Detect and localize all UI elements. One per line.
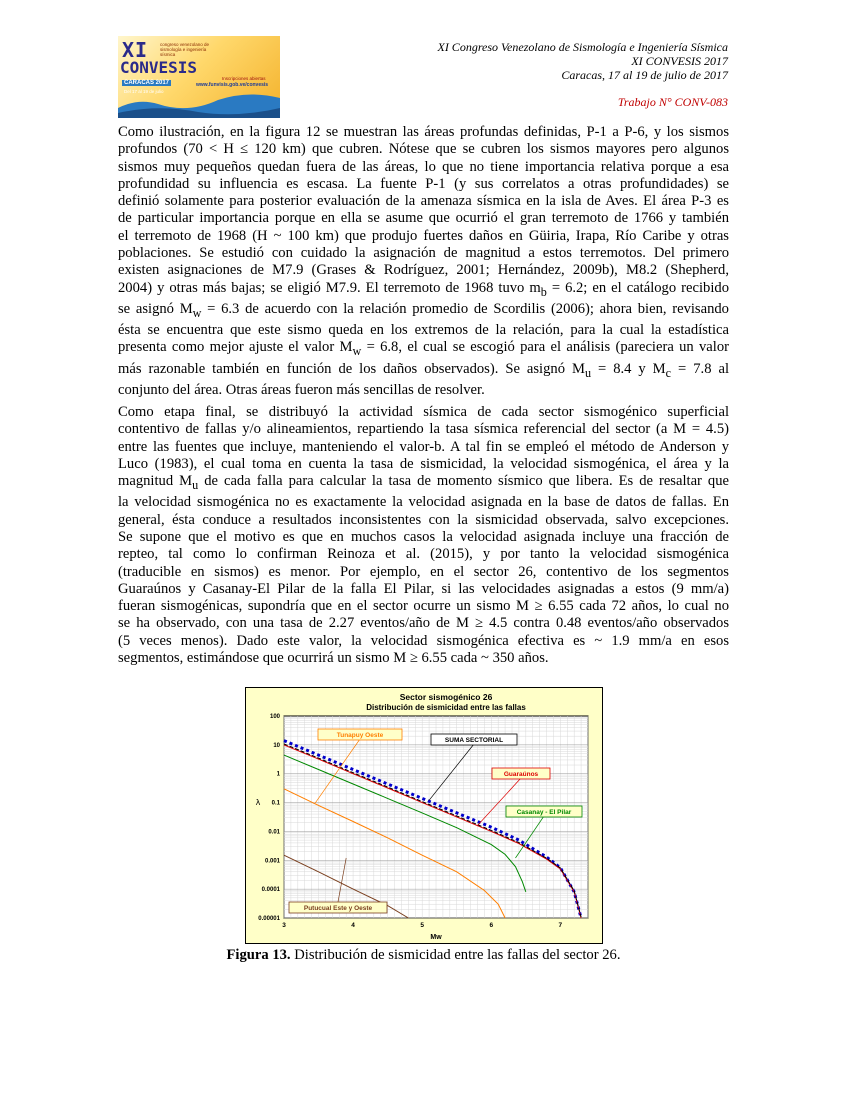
y-tick-label: 0.1 bbox=[271, 800, 280, 807]
legend-label: Putucual Este y Oeste bbox=[303, 905, 373, 912]
text-line: de particular importancia porque en ella se asume que ocurrió el gran terremoto de 1766 y también bbox=[118, 210, 729, 227]
x-axis-label: Mw bbox=[430, 934, 442, 941]
text-line: contentivo de fallas y/o alineamientos, repartiendo la tasa sísmica referencial del sector (a M = 4.5) bbox=[118, 421, 729, 438]
text-line: más razonable también en función de los daños observados). Se asignó $M_u = 8.4$ y $M_c = 7.8$ al bbox=[118, 360, 729, 380]
chart-title: Sector sismogénico 26 bbox=[399, 692, 493, 702]
legend-label: Tunapuy Oeste bbox=[336, 732, 384, 739]
text-line: Luco (1983), el cual toma en cuenta la tasa de sismicidad, la velocidad sismogénica, el área y la bbox=[118, 455, 729, 472]
text-line: general, ésta conduce a resultados inconsistentes con la sismicidad observada, salvo excepciones. bbox=[118, 511, 729, 528]
y-tick-label: 0.001 bbox=[264, 858, 280, 865]
text-line: (5 veces menos). Dado este valor, la velocidad sismogénica efectiva es ~ 1.9 mm/a en esos bbox=[118, 632, 729, 649]
chart-subtitle: Distribución de sismicidad entre las fallas bbox=[366, 703, 526, 712]
y-tick-label: 0.0001 bbox=[261, 887, 280, 894]
text-line: segmentos, estimándose que ocurrirá un sismo M ≥ 6.55 cada ~ 350 años. bbox=[118, 650, 549, 667]
y-tick-label: 0.01 bbox=[268, 829, 280, 836]
y-tick-label: 0.00001 bbox=[258, 916, 280, 922]
figure-caption bbox=[0, 947, 847, 964]
caption-text: Distribución de sismicidad entre las fallas del sector 26. bbox=[290, 947, 621, 963]
text-line: profundidad su influencia es escasa. La fuente P-1 (y sus correlatos a otras profundidades) se bbox=[118, 175, 729, 192]
logo-xi: XI bbox=[122, 38, 149, 62]
text-line: poblaciones. Se estudió con cuidado la asignación de magnitud a estos terremotos. Del primero bbox=[118, 245, 729, 262]
paragraph-1 bbox=[118, 124, 729, 399]
caption-label: Figura 13. bbox=[226, 947, 291, 963]
text-line: definió solamente para posterior evaluación de la amenaza sísmica en la isla de Aves. El área P-3 es bbox=[118, 193, 729, 210]
legend-label: Casanay - El Pilar bbox=[516, 809, 572, 816]
x-tick-label: 5 bbox=[420, 922, 424, 929]
text-line: Se supone que el motivo es que en muchos casos la velocidad asignada incluye una fracción de bbox=[118, 528, 729, 545]
logo-url: www.funvisis.gob.ve/convesis bbox=[196, 82, 269, 88]
text-line: ésta se encuentra que este sismo queda en los extremos de la relación, para la cual la estadística bbox=[118, 322, 729, 339]
text-line: se asignó $M_w = 6.3$ de acuerdo con la relación promedio de Scordilis (2006); ahora bien, revisando bbox=[118, 300, 729, 320]
seismicity-chart bbox=[246, 688, 602, 943]
logo-inscriptions: Inscripciones abiertas bbox=[222, 76, 266, 81]
x-tick-label: 7 bbox=[558, 922, 563, 929]
text-line: conjunto del área. Otras áreas fueron más sencillas de resolver. bbox=[118, 381, 485, 398]
logo-convesis: CONVESIS bbox=[120, 58, 198, 77]
logo-city-year: CARACAS 2017 bbox=[124, 80, 170, 86]
text-line: 2004) y otras más bajas; se eligió M7.9. El terremoto de 1968 tuvo $m_b = 6.2$; en el catálogo recibido bbox=[118, 279, 729, 299]
legend-label: SUMA SECTORIAL bbox=[444, 737, 504, 744]
text-line: repteo, tal como lo confirman Reinoza et al. (2015), y por tanto la velocidad sismogénica bbox=[118, 546, 729, 563]
text-line: magnitud $M_u$ de cada falla para calcular la tasa de momento sísmico que libera. Es de resaltar que bbox=[118, 473, 729, 493]
text-line: presenta como mejor ajuste el valor $M_w = 6.8$, el cual se escogió para el análisis (pareciera un valor bbox=[118, 339, 729, 359]
y-tick-label: 10 bbox=[273, 742, 280, 749]
figure-13 bbox=[245, 687, 603, 944]
logo-subtitle: congreso venezolano de sismología e ingeniería sísmica bbox=[160, 42, 210, 57]
text-line: (traducible en sismos) es menor. Por ejemplo, en el sector 26, contentivo de los segmentos bbox=[118, 563, 729, 580]
text-line: se ha observado, con una tasa de 2.27 eventos/año de M ≥ 4.5 contra 0.48 eventos/año observados bbox=[118, 615, 729, 632]
y-tick-label: 100 bbox=[269, 714, 280, 720]
header-place-date: Caracas, 17 al 19 de julio de 2017 bbox=[561, 68, 728, 82]
text-line: Guaraúnos y Casanay-El Pilar de la falla El Pilar, si las velocidades asignadas a estos (9 mm/a) bbox=[118, 580, 729, 597]
x-tick-label: 6 bbox=[489, 922, 494, 929]
header-paper-id: Trabajo N° CONV-083 bbox=[617, 95, 728, 109]
text-line: la velocidad sismogénica no es exactamente la velocidad asignada en la base de datos de fallas. En bbox=[118, 494, 729, 511]
text-line: Como etapa final, se distribuyó la actividad sísmica de cada sector sismogénico superficial bbox=[118, 404, 729, 420]
text-line: el terremoto de 1968 (H ~ 100 km) que produjo fuertes daños en Güiria, Irapa, Río Caribe y otras bbox=[118, 227, 729, 244]
text-line: Como ilustración, en la figura 12 se muestran las áreas profundas definidas, P-1 a P-6, y los sismos bbox=[118, 124, 729, 140]
x-tick-label: 3 bbox=[282, 922, 286, 929]
logo-dates: Del 17 al 19 de julio bbox=[124, 89, 164, 94]
text-line: fueran sismogénicas, supondría que en el sector ocurre un sismo M ≥ 6.55 cada 72 años, lo cual no bbox=[118, 598, 729, 615]
x-tick-label: 4 bbox=[351, 922, 355, 929]
paragraph-2 bbox=[118, 404, 729, 667]
header-short-name: XI CONVESIS 2017 bbox=[631, 54, 728, 68]
text-line: profundos (70 < H ≤ 120 km) que cubren. Nótese que se cubren los sismos mayores pero algunos bbox=[118, 141, 729, 158]
y-axis-label: λ bbox=[255, 798, 261, 807]
conference-logo bbox=[118, 36, 280, 118]
text-line: sismos muy pequeños quedan fuera de las áreas, lo que no tiene importancia relativa porque a esa bbox=[118, 158, 729, 175]
header-conference: XI Congreso Venezolano de Sismología e Ingeniería Sísmica bbox=[437, 40, 728, 54]
y-tick-label: 1 bbox=[276, 771, 280, 778]
text-line: existen asignaciones de M7.9 (Grases & Rodríguez, 2001; Hernández, 2009b), M8.2 (Shepherd, bbox=[118, 262, 729, 279]
text-line: entre las fuentes que incluye, manteniendo el valor-b. A tal fin se empleó el método de Anderson y bbox=[118, 438, 729, 455]
legend-label: Guaraúnos bbox=[503, 771, 539, 778]
